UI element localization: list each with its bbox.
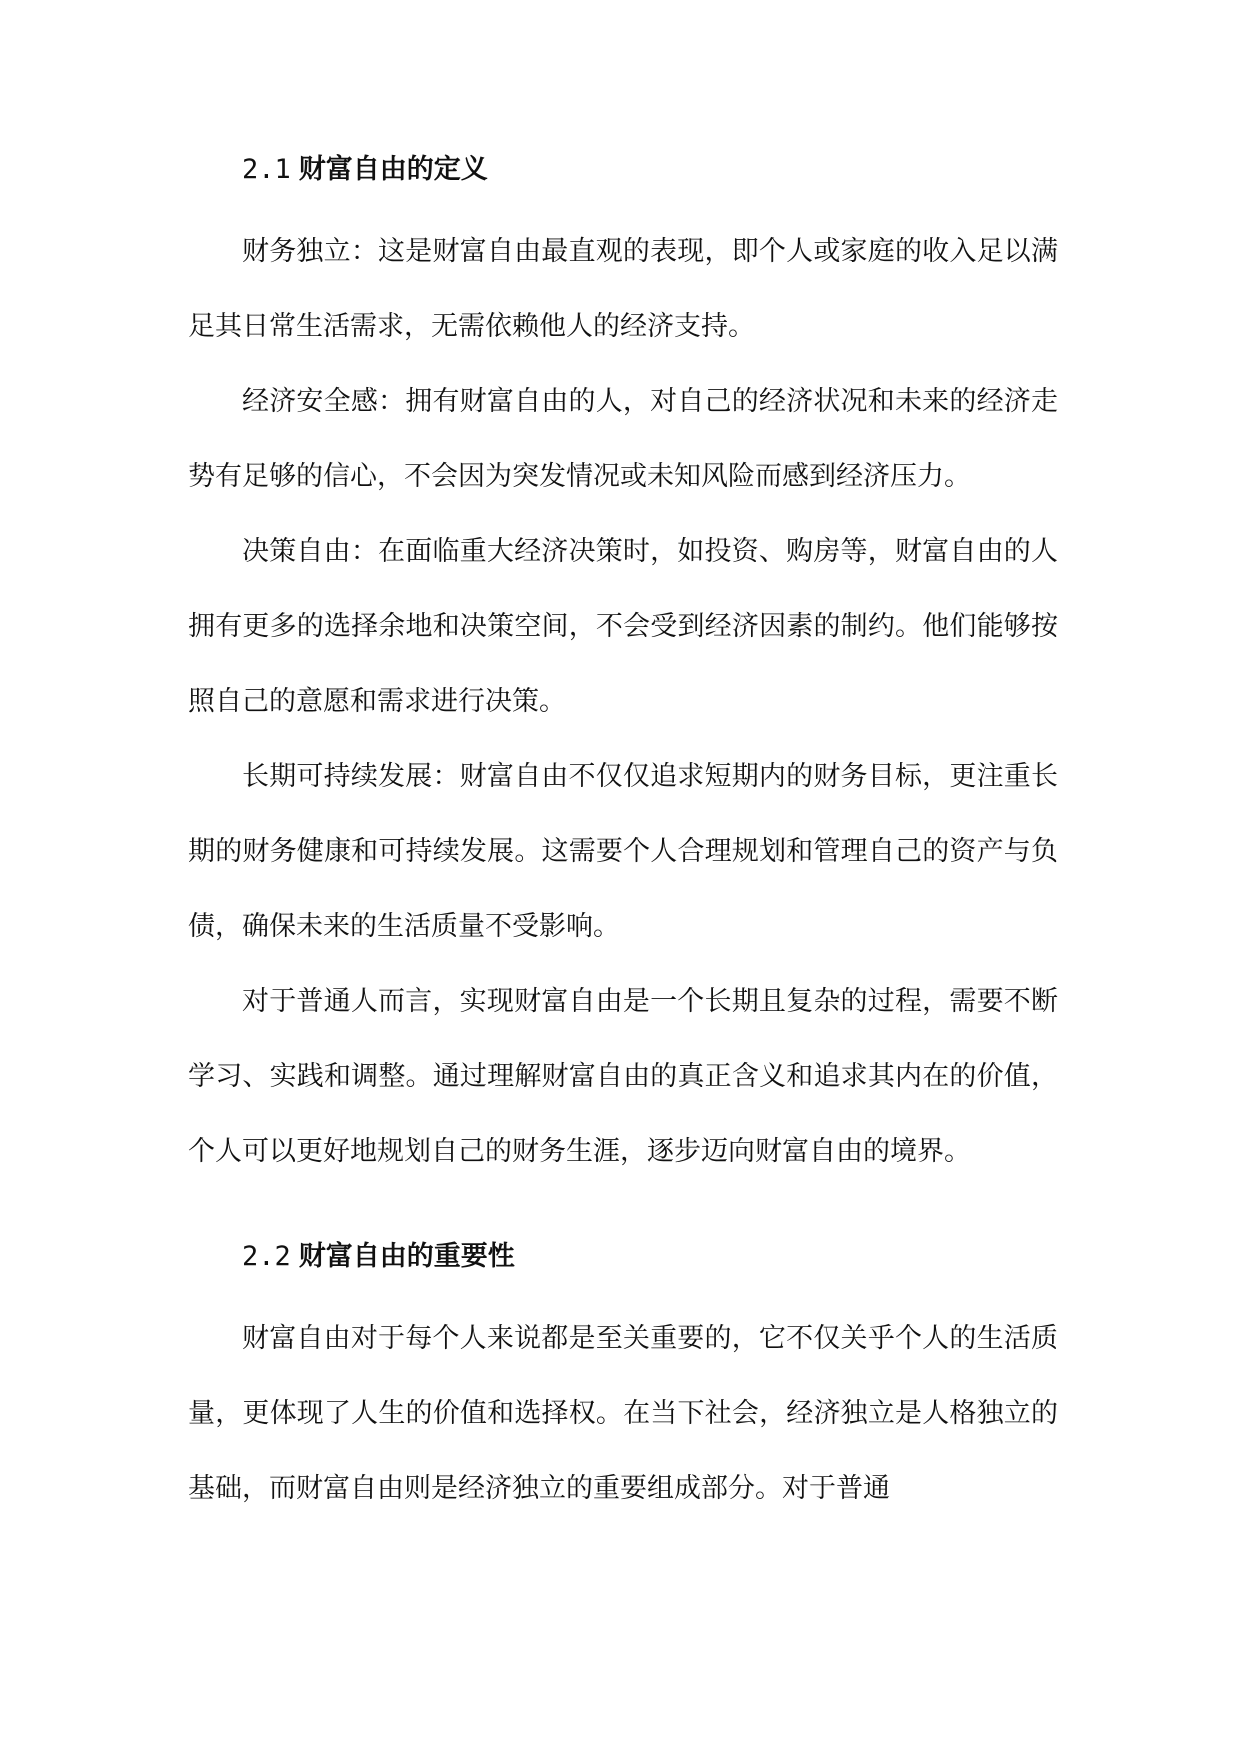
section-number: 2.2 [242,1241,291,1272]
section-heading-2-2 [188,1228,1058,1286]
section-heading-2-1 [188,141,1058,199]
document-body [188,141,1058,1526]
paragraph-financial-independence: 财务独立：这是财富自由最直观的表现，即个人或家庭的收入足以满足其日常生活需求，无需依赖他人的经济支持。 [188,236,1058,342]
paragraph-economic-security: 经济安全感：拥有财富自由的人，对自己的经济状况和未来的经济走势有足够的信心，不会因为突发情况或未知风险而感到经济压力。 [188,386,1058,492]
paragraph-importance: 财富自由对于每个人来说都是至关重要的，它不仅关乎个人的生活质量，更体现了人生的价值和选择权。在当下社会，经济独立是人格独立的基础，而财富自由则是经济独立的重要组成部分。对于普通 [188,1323,1058,1504]
section-title: 财富自由的重要性 [298,1241,515,1272]
section-title: 财富自由的定义 [298,154,488,185]
section-spacer [188,1189,1058,1228]
paragraph-decision-freedom: 决策自由：在面临重大经济决策时，如投资、购房等，财富自由的人拥有更多的选择余地和决策空间，不会受到经济因素的制约。他们能够按照自己的意愿和需求进行决策。 [188,536,1058,717]
section-number: 2.1 [242,154,291,185]
paragraph-long-term-development: 长期可持续发展：财富自由不仅仅追求短期内的财务目标，更注重长期的财务健康和可持续发展。这需要个人合理规划和管理自己的资产与负债，确保未来的生活质量不受影响。 [188,761,1058,942]
paragraph-ordinary-people: 对于普通人而言，实现财富自由是一个长期且复杂的过程，需要不断学习、实践和调整。通过理解财富自由的真正含义和追求其内在的价值，个人可以更好地规划自己的财务生涯，逐步迈向财富自由的境界。 [188,986,1058,1167]
